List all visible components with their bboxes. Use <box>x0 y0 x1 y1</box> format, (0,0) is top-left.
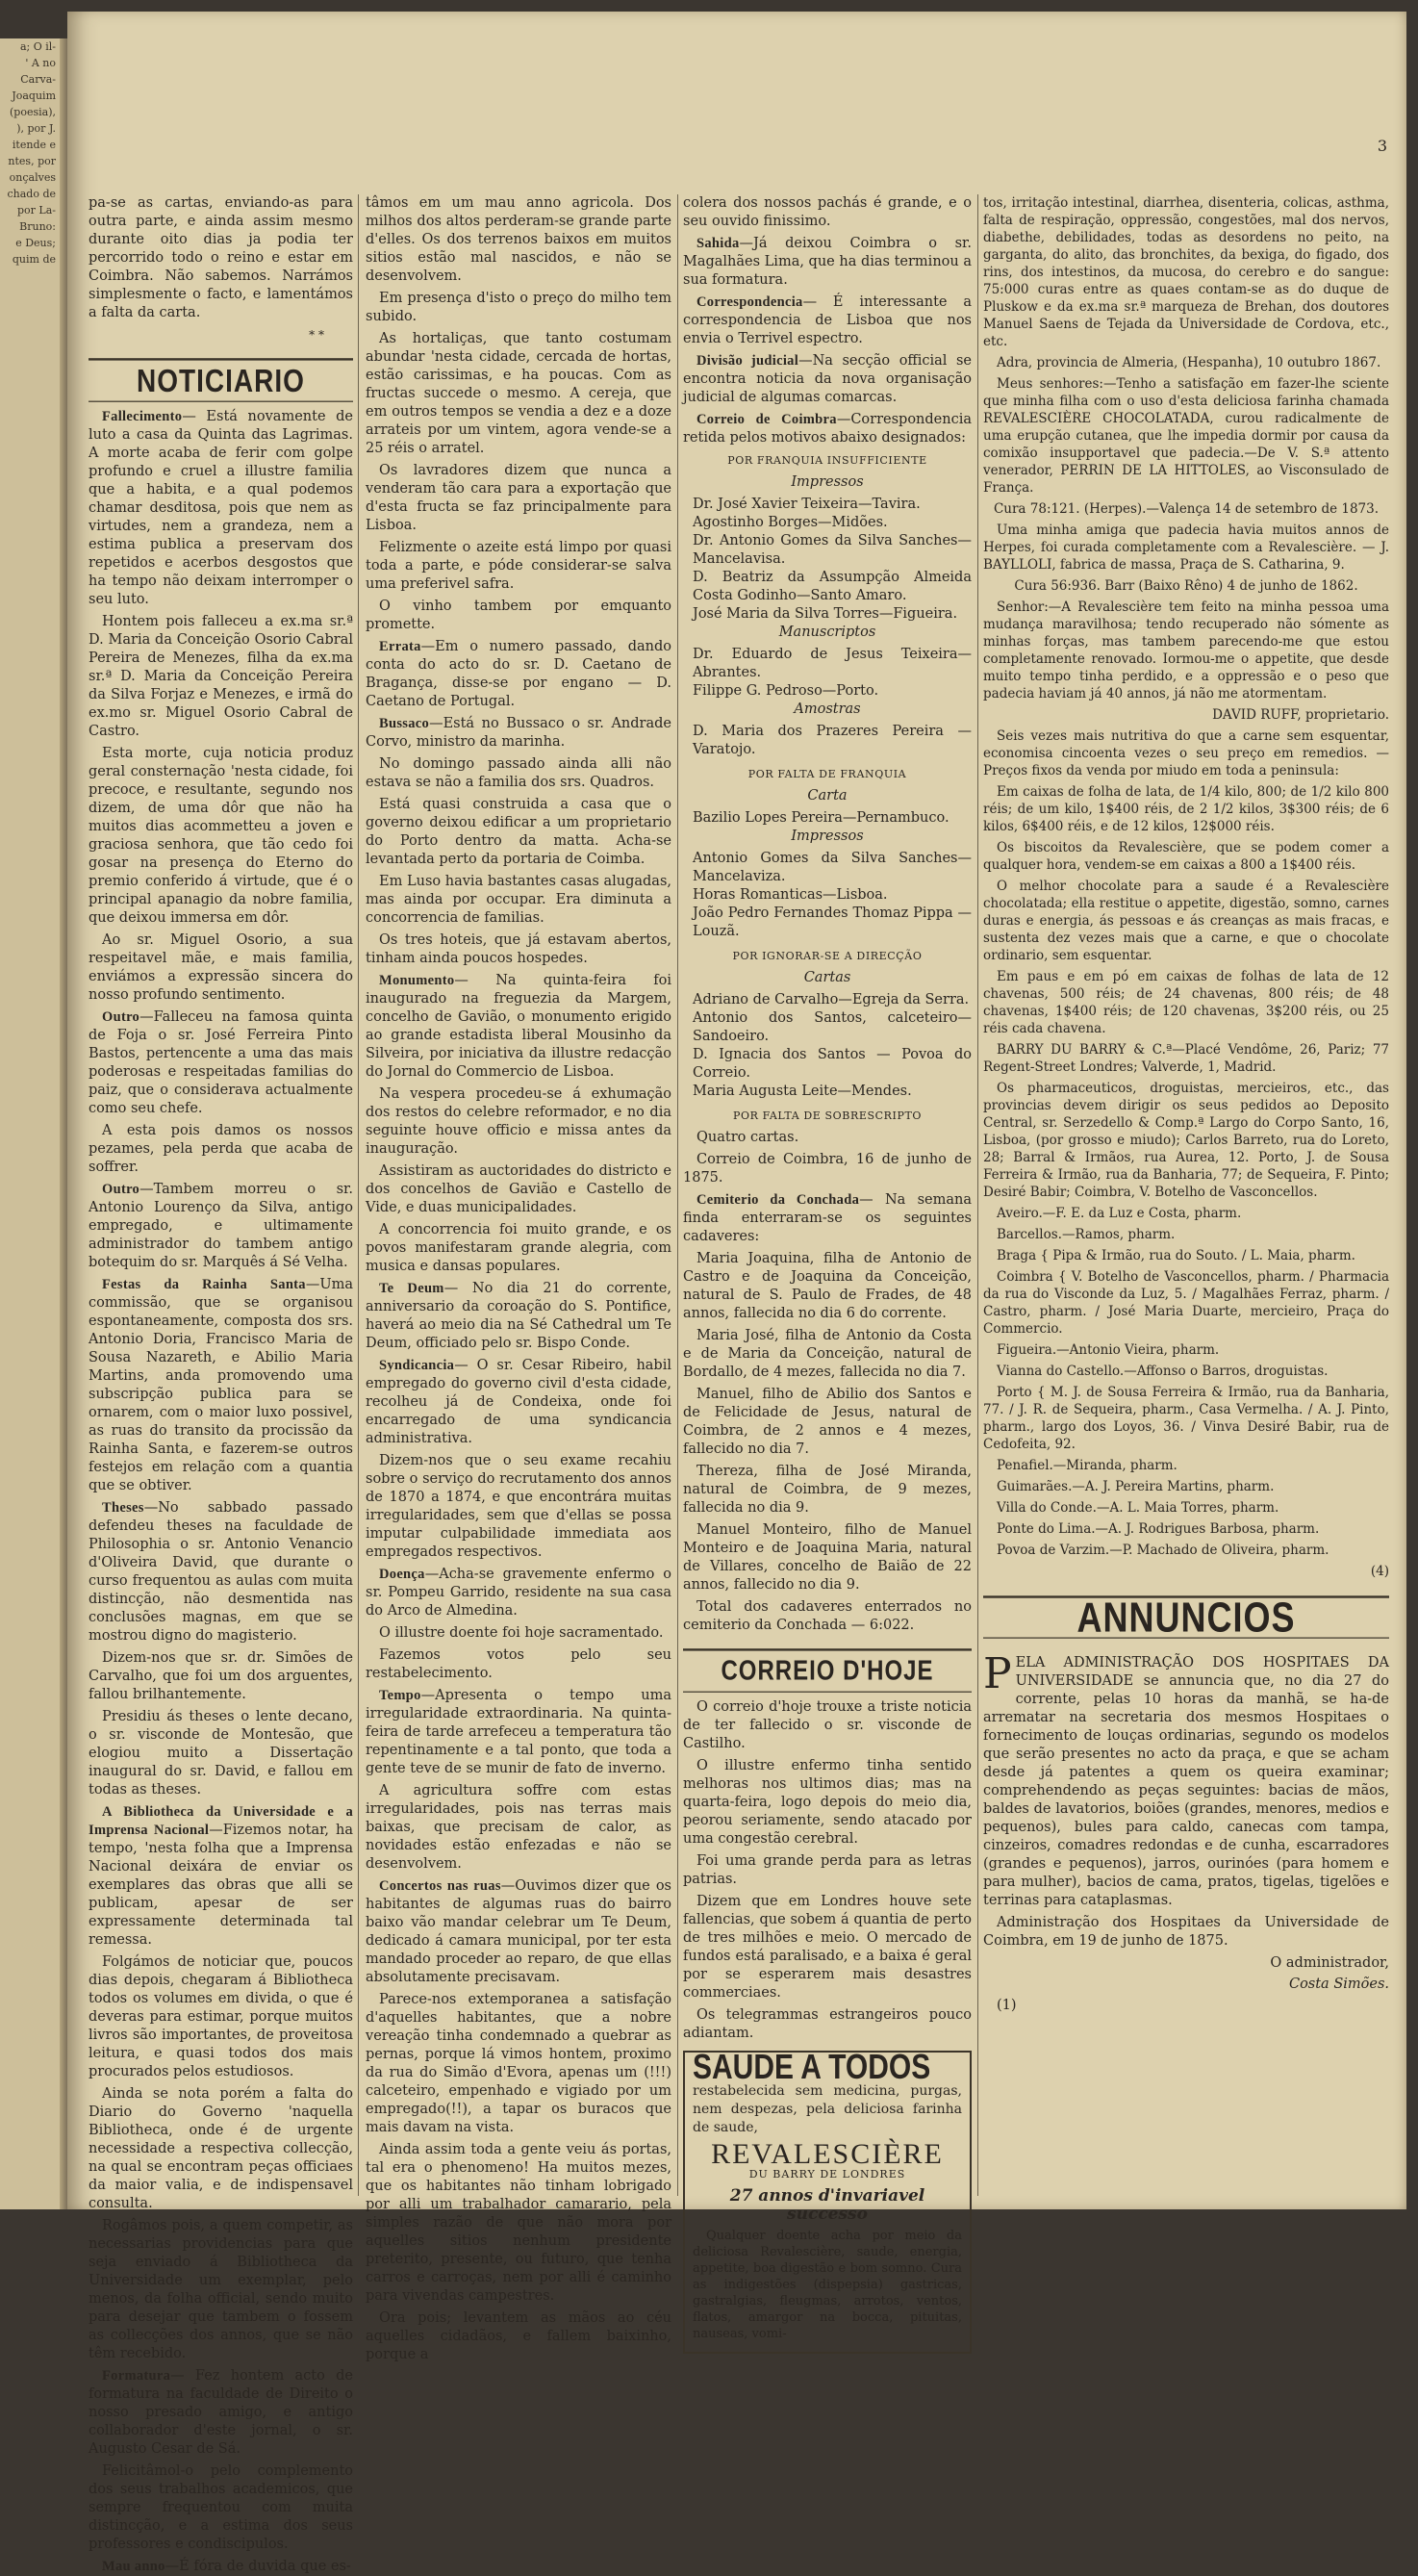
burial-total: Total dos cadaveres enterrados no cemiterio da Conchada — 6:022. <box>683 1599 972 1633</box>
article-te-deum: Te Deum— No dia 21 do corrente, anniversario da coroação do S. Pontifice, haverá ao meio dia na Sé Cathedral um Te Deum, officiado pelo sr. Bispo Conde. <box>366 1281 671 1351</box>
previous-page-line: (poesia), <box>10 106 56 118</box>
mail-subcategory: Impressos <box>791 829 864 844</box>
article-tempo: Tempo—Apresenta o tempo uma irregularidade extraordinaria. Na quinta-feira de tarde arrefeceu a temperatura tão repentinamente e a tal ponto, que toda a gente teve de se munir de fato de inverno. <box>366 1688 671 1776</box>
burial-entry: Manuel Monteiro, filho de Manuel Monteiro e de Joaquina Maria, natural de Villares, concelho de Baião de 22 annos, fallecido no dia 9. <box>683 1522 972 1593</box>
article-heading: Correspondencia <box>696 294 803 310</box>
announcement-date: Administração dos Hospitaes da Universidade de Coimbra, em 19 de junho de 1875. <box>983 1915 1389 1949</box>
article-paragraph: Folgámos de noticiar que, poucos dias depois, chegaram á Bibliotheca todos os volumes em divida, o que é deveras para estimar, porque muitos livros são importantes, de proveitosa leitura, e quasi todos dos mais procurados pelos estudiosos. <box>89 1954 353 2079</box>
noticiario-title: NOTICIARIO <box>89 358 353 402</box>
burial-entry: Maria Joaquina, filha de Antonio de Castro e de Joaquina da Conceição, natural de S. Paulo de Frades, de 48 annos, fallecida no dia 6 do corrente. <box>683 1251 972 1321</box>
advert-cure-number: Cura 56:936. Barr (Baixo Rêno) 4 de junho de 1862. <box>1014 578 1358 594</box>
article-sahida: Sahida—Já deixou Coimbra o sr. Magalhães Lima, que ha dias terminou a sua formatura. <box>683 236 972 288</box>
correio-hoje-title: CORREIO D'HOJE <box>683 1648 972 1693</box>
advert-paragraph: Em paus e em pó em caixas de folhas de lata de 12 chavenas, 500 réis; de 24 chavenas, 800 réis; de 48 chavenas, 1$400 réis; de 120 chavenas, 3$200 réis, ou 25 réis cada chavena. <box>983 969 1389 1036</box>
advert-paragraph: Seis vezes mais nutritiva do que a carne sem esquentar, economisa cincoenta vezes o seu preço em remedios. — Preços fixos da venda por miudo em toda a peninsula: <box>983 728 1389 778</box>
article-paragraph: Dizem-nos que sr. dr. Simões de Carvalho, que foi um dos arguentes, fallou brilhantemente. <box>89 1650 353 1702</box>
article-correio: Correio de Coimbra—Correspondencia retida pelos motivos abaixo designados: <box>683 412 972 446</box>
mail-entry: D. Beatriz da Assumpção Almeida Costa Godinho—Santo Amaro. <box>693 570 972 603</box>
advert-note: (4) <box>1370 1564 1389 1579</box>
advert-cure-number: Cura 78:121. (Herpes).—Valença 14 de setembro de 1873. <box>993 501 1380 517</box>
mail-entry: Bazilio Lopes Pereira—Pernambuco. <box>693 810 950 826</box>
previous-page-line: por La- <box>17 204 56 217</box>
article-paragraph: Ora pois; levantem as mãos ao céu aquelles cidadãos, e fallem baixinho, porque a <box>366 2310 671 2362</box>
previous-page-line: ntes, por <box>8 155 56 167</box>
mail-subcategory: Amostras <box>794 701 861 717</box>
advert-testimonial: Uma minha amiga que padecia havia muitos annos de Herpes, foi curada completamente com a Revalescière. — J. BAYLLOLI, fabrica de massa, Praça de S. Catharina, 9. <box>983 523 1389 573</box>
article-paragraph: Os telegrammas estrangeiros pouco adiantam. <box>683 2007 972 2041</box>
article-formatura: Formatura— Fez hontem acto de formatura na faculdade de Direito o nosso presado amigo, e antigo collaborador d'este jornal, o sr. Augusto Cesar de Sá. <box>89 2368 353 2457</box>
article-paragraph: Em presença d'isto o preço do milho tem subido. <box>366 291 671 324</box>
article-heading: Cemiterio da Conchada <box>696 1192 860 1208</box>
burial-entry: Thereza, filha de José Miranda, natural de Coimbra, de 9 mezes, fallecida no dia 9. <box>683 1464 972 1516</box>
article-heading: Fallecimento <box>102 409 183 424</box>
article-bussaco: Bussaco—Está no Bussaco o sr. Andrade Corvo, ministro da marinha. <box>366 716 671 750</box>
article-paragraph: Os lavradores dizem que nunca a venderam tão cara para a exportação que d'esta fructa se faz principalmente para Lisboa. <box>366 463 671 533</box>
mail-category: POR FALTA DE FRANQUIA <box>747 768 907 780</box>
burial-entry: Manuel, filho de Abilio dos Santos e de Felicidade de Jesus, natural de Coimbra, de 2 annos e 4 mezes, fallecido no dia 7. <box>683 1387 972 1457</box>
page-number: 3 <box>1377 137 1387 155</box>
article-divisao: Divisão judicial—Na secção official se encontra noticia da nova organisação judicial de algumas comarcas. <box>683 353 973 405</box>
previous-page-line: itende e <box>12 139 56 151</box>
advert-paragraph: Em caixas de folha de lata, de 1/4 kilo, 800; de 1/2 kilo 800 réis; de um kilo, 1$400 réis, de 2 1/2 kilos, 3$300 réis; de 6 kilos, 6$400 réis, e de 12 kilos, 12$000 réis. <box>983 784 1389 834</box>
burial-list <box>683 1250 972 1594</box>
mail-list <box>683 850 972 941</box>
article-fallecimento: Fallecimento— Está novamente de luto a casa da Quinta das Lagrimas. A morte acaba de ferir com golpe profundo e cruel a illustre familia que a habita, e a qual podemos chamar desditosa, pois que nem as virtudes, nem a grandeza, nem a estima publica a preservam dos repetidos e acerbos desgostos que ha tempo não deixam interromper o seu luto. <box>89 409 353 607</box>
article-paragraph: Rogâmos pois, a quem competir, as necessarias providencias para que seja enviado á Bibliotheca da Universidade um exemplar, pelo menos, da folha official, sendo muito para desejar que tambem o fossem as collecções dos annos, que se não têm recebido. <box>89 2218 353 2361</box>
advert-subtitle: DU BARRY DE LONDRES <box>748 2168 906 2181</box>
article-paragraph: Fazemos votos pelo seu restabelecimento. <box>366 1647 671 1681</box>
article-concertos: Concertos nas ruas—Ouvimos dizer que os habitantes de algumas ruas do bairro baixo vão mandar celebrar um Te Deum, dedicado á camara municipal, por ter esta mandado proceder ao reparo, de que ellas absolutamente precisavam. <box>366 1878 671 1985</box>
article-heading: Formatura <box>102 2368 171 2384</box>
article-heading: Outro <box>102 1182 140 1197</box>
article-paragraph: O vinho tambem por emquanto promette. <box>366 599 671 632</box>
previous-page-line: ' A no <box>25 57 56 69</box>
advert-testimonial: Senhor:—A Revalescière tem feito na minha pessoa uma mudança maravilhosa; tendo recuperado não sómente as minhas forças, mas tambem parecendo-me que estou completamente renovado. Iormou-me o appetite, que desde muito tempo tinha perdido, e a oppressão e o peso que padecia haviam já 40 annos, já não me atormentam. <box>983 599 1389 701</box>
article-heading: Doença <box>379 1567 425 1582</box>
article-paragraph: As hortaliças, que tanto costumam abundar 'nesta cidade, cercada de hortas, estão carissimas, e ha poucas. Com as fructas succede o mesmo. A cereja, que em outros tempos se vendia a dez e a doze arrateis por um vintem, agora vende-se a 25 réis o arratel. <box>366 331 671 456</box>
mail-entry: Horas Romanticas—Lisboa. <box>693 887 888 903</box>
mail-entry: D. Ignacia dos Santos — Povoa do Correio. <box>693 1047 972 1081</box>
announcement-note: (1) <box>997 1998 1017 2013</box>
article-paragraph: Os tres hoteis, que já estavam abertos, tinham ainda poucos hospedes. <box>366 932 671 966</box>
article-mau-anno: Mau anno—É fóra de duvida que es- <box>102 2559 351 2574</box>
article-paragraph: No domingo passado ainda alli não estava se não a familia dos srs. Quadros. <box>366 756 671 790</box>
burial-entry: Maria José, filha de Antonio da Costa e de Maria da Conceição, natural de Bordallo, de 4 mezes, fallecida no dia 7. <box>683 1328 972 1380</box>
article-heading: Errata <box>379 639 421 654</box>
article-correspondencia: Correspondencia— É interessante a correspondencia de Lisboa que nos envia o Terrivel espectro. <box>683 294 972 346</box>
article-paragraph: O correio d'hoje trouxe a triste noticia de ter fallecido o sr. visconde de Castilho. <box>683 1699 972 1751</box>
advert-slogan: 27 annos d'invariavel successo <box>729 2186 925 2224</box>
mail-list <box>683 991 972 1101</box>
advert-testimonial: Meus senhores:—Tenho a satisfação em fazer-lhe sciente que minha filha com o uso d'esta deliciosa farinha chamada REVALESCIÈRE CHOCOLATADA, curou radicalmente de uma erupção cutanea, que lhe impedia dormir por causa da comixão insupportavel que padecia.—De V. S.ª attento venerador, PERRIN DE LA HITTOLES, ao Visconsulado de França. <box>983 376 1389 496</box>
article-bibliotheca: A Bibliotheca da Universidade e a Imprensa Nacional—Fizemos notar, ha tempo, 'nesta folha que a Imprensa Nacional deixára de enviar os exemplares das obras que alli se publicam, apesar de ser expressamente determinada tal remessa. <box>89 1804 354 1948</box>
previous-page-text <box>0 38 67 268</box>
column-2 <box>366 194 671 2362</box>
mail-subcategory: Manuscriptos <box>778 625 876 640</box>
advert-paragraph: Os biscoitos da Revalescière, que se podem comer a qualquer hora, vendem-se em caixas a 800 a 1$400 réis. <box>983 840 1389 873</box>
article-heading: Bussaco <box>379 716 430 731</box>
annuncios-title: ANNUNCIOS <box>983 1595 1389 1638</box>
article-heading: Sahida <box>696 236 740 251</box>
previous-page-line: Carva- <box>20 73 56 86</box>
depot-entry: Ponte do Lima.—A. J. Rodrigues Barbosa, pharm. <box>997 1521 1320 1537</box>
article-cemiterio: Cemiterio da Conchada— Na semana finda enterraram-se os seguintes cadaveres: <box>683 1192 972 1244</box>
article-festas: Festas da Rainha Santa—Uma commissão, que se organisou espontaneamente, composta dos srs. Antonio Doria, Francisco Maria de Sousa Nazareth, e Abilio Maria Martins, anda promovendo uma subscripção publica para se ornarem, com o maior luxo possivel, as ruas do transito da procissão da Rainha Santa, e fazerem-se outros festejos em relação com a quantia que se obtiver. <box>89 1277 353 1493</box>
article-heading: Theses <box>102 1500 144 1516</box>
mail-list <box>683 723 972 759</box>
article-heading: A Bibliotheca da Universidade e a Imprensa Nacional <box>89 1804 353 1838</box>
article-paragraph: A agricultura soffre com estas irregularidades, pois nas terras mais baixas, que precisam de calor, as novidades estão enfezadas e não se desenvolvem. <box>366 1783 671 1872</box>
advert-continuation: tos, irritação intestinal, diarrhea, disenteria, colicas, asthma, falta de respiração, oppressão, congestões, mal dos nervos, diabethe, debilidades, todas as desordens no peito, na garganta, do alito, das bronchites, da bexiga, do figado, dos rins, dos intestinos, da mucosa, do cerebro e do sangue: 75:000 curas entre as quaes contam-se as do duque de Pluskow e da ex.ma sr.ª marqueza de Brehan, dos doutores Manuel Saens de Tejada da Universidade de Cordova, etc., etc. <box>983 195 1389 349</box>
article-heading: Concertos nas ruas <box>379 1878 501 1894</box>
mail-entry: Dr. Eduardo de Jesus Teixeira—Abrantes. <box>693 647 972 680</box>
intro-paragraph: pa-se as cartas, enviando-as para outra parte, e ainda assim mesmo durante oito dias ja podia ter percorrido todo o reino e estar em Coimbra. Não sabemos. Narrámos simplesmente o facto, e lamentámos a falta da carta. <box>89 195 353 320</box>
article-heading: Monumento <box>379 973 455 988</box>
announcement-signature-name: Costa Simões. <box>1288 1977 1389 1992</box>
column-rule <box>977 194 978 2196</box>
depot-entry: Figueira.—Antonio Vieira, pharm. <box>997 1342 1220 1358</box>
announcement-text: PELA ADMINISTRAÇÃO DOS HOSPITAES DA UNIVERSIDADE se annuncia que, no dia 27 do corrente, pelas 10 horas da manhã, se ha-de arrematar na secretaria dos mesmos Hospitaes o fornecimento de louças ordinarias, segundo os modelos que serão presentes no acto da praça, e que se acham desde já patentes a quem os queira examinar; comprehendendo as peças seguintes: bacias de mãos, baldes de lavatorios, boiões (grandes, menores, medios e pequenos), bules para caldo, canecas com tampa, cinzeiros, comadres redondas e de cunha, escarradores (grandes e pequenos), jarros, ourinóes (para homem e para mulher), bacios de cama, pratos, tigelas, tigelões e terrinas para cataplasmas. <box>983 1649 1389 1908</box>
article-paragraph: Em Luso havia bastantes casas alugadas, mas ainda por occupar. Era diminuta a concorrencia de familias. <box>366 874 671 926</box>
mail-entry: Dr. Antonio Gomes da Silva Sanches—Mancelavisa. <box>693 533 972 567</box>
column-rule <box>677 194 678 2196</box>
drop-cap: P <box>983 1649 1012 1698</box>
depot-entry: Villa do Conde.—A. L. Maia Torres, pharm. <box>997 1500 1279 1516</box>
article-paragraph: Parece-nos extemporanea a satisfação d'aquelles habitantes, que a nobre vereação tinha condemnado a quebrar as pernas, porque lá vimos hontem, proximo da rua do Simão d'Evora, apenas um (!!!) calceteiro, empenhado e vigiado por um empregado(!!), a tapar os buracos que mais davam na vista. <box>366 1992 671 2135</box>
depot-entry: Vianna do Castello.—Affonso o Barros, droguistas. <box>997 1364 1329 1379</box>
article-theses: Theses—No sabbado passado defendeu theses na faculdade de Philosophia o sr. Antonio Venancio d'Oliveira David, que durante o curso frequentou as aulas com muita distincção, não desmentida nas conclusões magnas, em que se mostrou digno do magisterio. <box>89 1500 353 1644</box>
mail-entry: Antonio dos Santos, calceteiro—Sandoeiro. <box>693 1010 972 1044</box>
mail-entry: Dr. José Xavier Teixeira—Tavira. <box>693 497 921 512</box>
column-1 <box>89 194 354 2574</box>
mail-entry: Filippe G. Pedroso—Porto. <box>693 683 879 699</box>
column-4 <box>983 194 1389 2196</box>
mail-date: Correio de Coimbra, 16 de junho de 1875. <box>683 1152 972 1186</box>
advert-brand: REVALESCIÈRE <box>711 2138 944 2170</box>
previous-page-line: e Deus; <box>15 237 56 249</box>
article-heading: Tempo <box>379 1688 421 1703</box>
depot-entry: Penafiel.—Miranda, pharm. <box>997 1458 1177 1473</box>
article-paragraph: A concorrencia foi muito grande, e os povos manifestaram grande alegria, com musica e dansas populares. <box>366 1222 671 1274</box>
article-paragraph: Assistiram as auctoridades do districto e dos concelhos de Gavião e Castello de Vide, e duas municipalidades. <box>366 1163 671 1215</box>
article-errata: Errata—Em o numero passado, dando conta do acto do sr. D. Caetano de Bragança, disse-se por engano — D. Caetano de Portugal. <box>366 639 671 709</box>
advert-text: Qualquer doente acha por meio da deliciosa Revalescière, saude, energia, appetite, boa digestão e bom somno. Cura as indigestões (dispepsia) gastricas, gastralgias, fleugmas, arrotos, ventos, flatos, amargor na bocca, pituitas, nauseas, vomi- <box>693 2229 962 2341</box>
announcement-signature-title: O administrador, <box>1270 1955 1389 1971</box>
article-monumento: Monumento— Na quinta-feira foi inaugurado na freguezia da Margem, concelho de Gavião, o monumento erigido ao grande estadista liberal Mousinho da Silveira, por iniciativa da illustre redacção do Jornal do Commercio de Lisboa. <box>366 973 671 1080</box>
article-paragraph: Dizem que em Londres houve sete fallencias, que sobem á quantia de perto de tres milhões e meio. O mercado de fundos está paralisado, e a baixa é geral por se esperarem mais desastres commerciaes. <box>683 1894 972 2001</box>
depot-list <box>983 1205 1389 1559</box>
previous-page-edge <box>0 38 67 2209</box>
article-paragraph: Ao sr. Miguel Osorio, a sua respeitavel mãe, e mais familia, enviámos a expressão sincera do nosso profundo sentimento. <box>89 932 353 1003</box>
advert-testimonial-place: Adra, provincia de Almeria, (Hespanha), 10 outubro 1867. <box>997 355 1381 370</box>
mail-list <box>683 646 972 701</box>
mail-entry: Agostinho Borges—Midões. <box>693 515 888 530</box>
mail-category: POR FALTA DE SOBRESCRIPTO <box>732 1109 923 1122</box>
article-syndicancia: Syndicancia— O sr. Cesar Ribeiro, habil empregado do governo civil d'esta cidade, recolheu já de Condeixa, onde foi encarregado de uma syndicancia administrativa. <box>366 1358 671 1446</box>
column-rule <box>358 194 359 2196</box>
mail-list <box>683 809 972 828</box>
mail-entry: Adriano de Carvalho—Egreja da Serra. <box>693 992 970 1007</box>
depot-entry: Aveiro.—F. E. da Luz e Costa, pharm. <box>997 1206 1242 1221</box>
previous-page-line: Bruno: <box>19 220 56 233</box>
advert-paragraph: Os pharmaceuticos, droguistas, mercieiros, etc., das provincias devem dirigir os seus pedidos ao Deposito Central, sr. Serzedello & Comp.ª Largo do Corpo Santo, 16, Lisboa, (por grosso e miudo); Carlos Barreto, rua do Loreto, 28; Barral & Irmãos, rua Aurea, 12. Porto, J. de Sousa Ferreira & Irmão, rua da Banharia, 77; de Sequeira, F. Pinto; Desiré Babir; Coimbra, V. Botelho de Vasconcellos. <box>983 1081 1389 1200</box>
article-paragraph: A esta pois damos os nossos pezames, pela perda que acaba de soffrer. <box>89 1123 353 1175</box>
article-paragraph: colera dos nossos pachás é grande, e o seu ouvido finissimo. <box>683 195 972 229</box>
mail-category: POR IGNORAR-SE A DIRECÇÃO <box>732 950 923 962</box>
mail-subcategory: Carta <box>807 788 848 803</box>
article-paragraph: Ainda assim toda a gente veiu ás portas, tal era o phenomeno! Ha muitos mezes, que os habitantes não tinham lobrigado por alli um trabalhador camarario, pela simples razão de que não mora por aquelles sitios nenhum presidente preterito, presente, ou futuro, que tenha carros e carroças, nem por alli é caminho para vivendas campestres. <box>366 2142 671 2304</box>
advert-paragraph: O melhor chocolate para a saude é a Revalescière chocolatada; ella restitue o appetite, digestão, somno, carnes duras e energia, ás pessoas e ás creanças as mais fracas, e sustenta dez vezes mais que a carne, e que o chocolate ordinario, sem esquentar. <box>983 879 1389 963</box>
previous-page-line: chado de <box>7 188 56 200</box>
section-stars: * * <box>309 328 324 342</box>
article-paragraph: Felicitâmol-o pelo complemento dos seus trabalhos academicos, que sempre frequentou com muita distincção, e a estima dos seus professores e condiscipulos. <box>89 2463 353 2552</box>
article-heading: Divisão judicial <box>696 353 799 369</box>
article-paragraph: O illustre enfermo tinha sentido melhoras nos ultimos dias; mas na quarta-feira, logo depois do meio dia, peorou seriamente, sendo atacado por uma congestão cerebral. <box>683 1758 972 1847</box>
previous-page-line: onçalves <box>9 171 56 184</box>
article-paragraph: Felizmente o azeite está limpo por quasi toda a parte, e póde considerar-se salva uma preferivel safra. <box>366 540 671 592</box>
mail-entry: José Maria da Silva Torres—Figueira. <box>693 606 958 622</box>
mail-entry: D. Maria dos Prazeres Pereira — Varatojo. <box>693 724 972 757</box>
article-paragraph: tâmos em um mau anno agricola. Dos milhos dos altos perderam-se grande parte d'elles. Os dos terrenos baixos em muitos sitios estão mal nascidos, e não se desenvolvem. <box>366 195 671 284</box>
article-paragraph: Dizem-nos que o seu exame recahiu sobre o serviço do recrutamento dos annos de 1870 a 1874, e que encontrára muitas irregularidades, sem que d'ellas se possa imputar culpabilidade immediata aos empregados respectivos. <box>366 1453 671 1560</box>
article-heading: Correio de Coimbra <box>696 412 837 427</box>
mail-note: Quatro cartas. <box>696 1130 799 1145</box>
advert-signature: DAVID RUFF, proprietario. <box>1212 707 1389 723</box>
mail-entry: João Pedro Fernandes Thomaz Pippa — Louzã. <box>693 905 972 939</box>
page-gutter <box>60 38 67 2209</box>
advert-title: SAUDE A TODOS <box>693 2048 931 2087</box>
mail-category: POR FRANQUIA INSUFFICIENTE <box>727 454 927 467</box>
article-paragraph: Presidiu ás theses o lente decano, o sr. visconde de Montesão, que elogiou muito a Dissertação inaugural do sr. David, e fallou em todas as theses. <box>89 1709 353 1798</box>
advert-address: BARRY DU BARRY & C.ª—Placé Vendôme, 26, Pariz; 77 Regent-Street Londres; Valverde, 1, Madrid. <box>983 1042 1389 1075</box>
mail-subcategory: Cartas <box>803 970 851 985</box>
previous-page-line: ), por J. <box>16 122 56 135</box>
mail-list <box>683 496 972 624</box>
advert-intro: restabelecida sem medicina, purgas, nem despezas, pela deliciosa farinha de saude, <box>693 2083 962 2135</box>
column-3 <box>683 194 973 2341</box>
article-heading: Syndicancia <box>379 1358 455 1373</box>
mail-entry: Antonio Gomes da Silva Sanches—Mancelaviza. <box>693 851 972 884</box>
revalesciere-advert <box>683 2048 972 2354</box>
article-paragraph: Foi uma grande perda para as letras patrias. <box>683 1853 972 1887</box>
depot-entry: Guimarães.—A. J. Pereira Martins, pharm. <box>997 1479 1275 1494</box>
article-heading: Mau anno <box>102 2559 165 2574</box>
mail-entry: Maria Augusta Leite—Mendes. <box>693 1084 912 1099</box>
depot-entry: Braga { Pipa & Irmão, rua do Souto. / L. Maia, pharm. <box>997 1248 1355 1263</box>
article-paragraph: Está quasi construida a casa que o governo deixou edificar a um proprietario do Porto dentro da matta. Acha-se levantada perto da portaria de Coimba. <box>366 797 671 867</box>
newspaper-page <box>67 12 1406 2574</box>
article-doenca: Doença—Acha-se gravemente enfermo o sr. Pompeu Garrido, residente na sua casa do Arco de Almedina. <box>366 1567 671 1619</box>
previous-page-line: a; O il- <box>19 40 56 53</box>
article-paragraph: Esta morte, cuja noticia produz geral consternação 'nesta cidade, foi precoce, e resultante, segundo nos dizem, de uma dôr que não ha muitos dias acommetteu a joven e graciosa senhora, que tão cedo foi gosar na presença do Eterno do premio conferido á virtude, que é o principal apanagio da nobre familia, que deixou immersa em dôr. <box>89 746 353 926</box>
depot-entry: Coimbra { V. Botelho de Vasconcellos, pharm. / Pharmacia da rua do Visconde da Luz, 5. / Magalhães Ferraz, pharm. / Castro, pharm. / José Maria Duarte, mercieiro, Praça do Commercio. <box>983 1269 1389 1337</box>
article-paragraph: Hontem pois falleceu a ex.ma sr.ª D. Maria da Conceição Osorio Cabral Pereira de Menezes, filha da ex.ma sr.ª D. Maria da Conceição Pereira da Silva Forjaz e Menezes, e irmã do ex.mo sr. Miguel Osorio Cabral de Castro. <box>89 614 353 739</box>
article-paragraph: O illustre doente foi hoje sacramentado. <box>379 1625 664 1641</box>
article-heading: Outro <box>102 1009 140 1025</box>
article-paragraph: Na vespera procedeu-se á exhumação dos restos do celebre reformador, e no dia seguinte houve officio e missa antes da inauguração. <box>366 1086 671 1157</box>
article-outro-1: Outro—Falleceu na famosa quinta de Foja o sr. José Ferreira Pinto Bastos, pertencente a uma das mais poderosas e respeitadas familias do paiz, que o considerava actualmente como seu chefe. <box>89 1009 353 1116</box>
depot-entry: Povoa de Varzim.—P. Machado de Oliveira, pharm. <box>997 1543 1329 1558</box>
previous-page-line: Joaquim <box>12 89 56 102</box>
depot-entry: Barcellos.—Ramos, pharm. <box>997 1227 1176 1242</box>
article-outro-2: Outro—Tambem morreu o sr. Antonio Lourenço da Silva, antigo empregado, e ultimamente administrador do tambem antigo botequim do sr. Marquês á Sé Velha. <box>89 1182 353 1270</box>
depot-entry: Porto { M. J. de Sousa Ferreira & Irmão, rua da Banharia, 77. / J. R. de Sequeira, pharm., Casa Vermelha. / A. J. Pinto, pharm., largo dos Loyos, 36. / Vinva Desiré Babir, rua de Cedofeita, 92. <box>983 1385 1389 1452</box>
article-heading: Te Deum <box>379 1281 444 1296</box>
mail-subcategory: Impressos <box>791 474 864 490</box>
article-paragraph: Ainda se nota porém a falta do Diario do Governo 'naquella Bibliotheca, onde é de urgente necessidade a respectiva collecção, na qual se encontram peças officiaes da maior valia, e de indispensavel consulta. <box>89 2086 353 2211</box>
previous-page-line: quim de <box>12 253 56 266</box>
article-heading: Festas da Rainha Santa <box>102 1277 306 1292</box>
